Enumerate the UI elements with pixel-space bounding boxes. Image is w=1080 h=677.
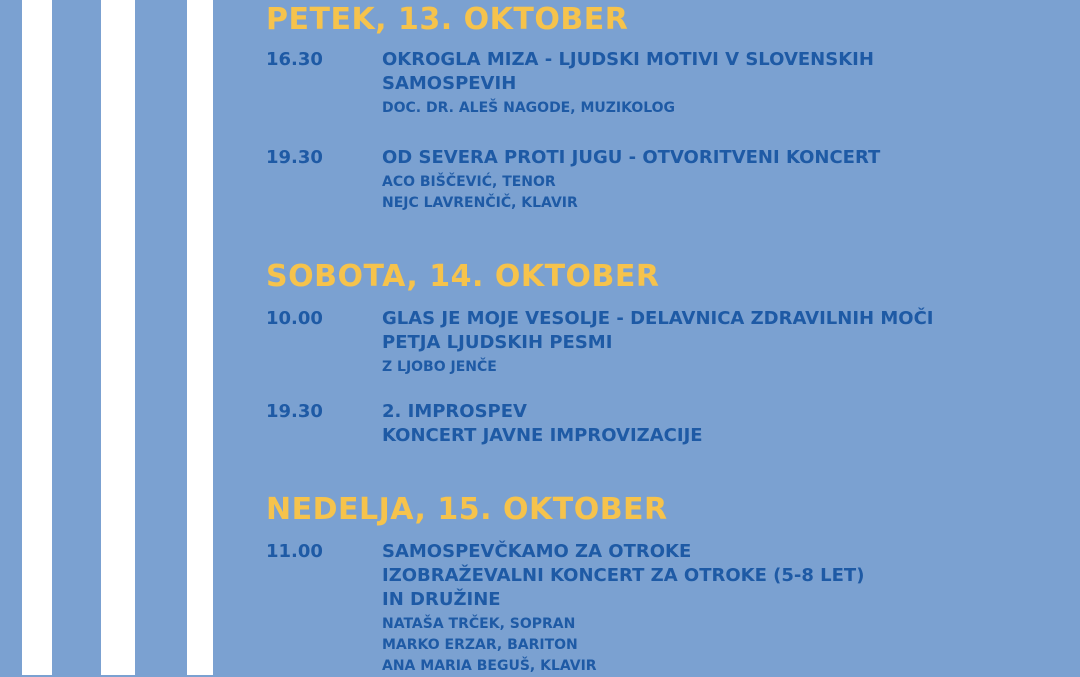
performer: MARKO ERZAR, BARITON: [382, 637, 578, 653]
performer-list: [382, 357, 1032, 378]
event-title-line: GLAS JE MOJE VESOLJE - DELAVNICA ZDRAVILNIH MOČI: [382, 308, 934, 329]
event-time: 19.30: [266, 401, 323, 422]
event-title-line: PETJA LJUDSKIH PESMI: [382, 332, 613, 353]
event-body: [382, 540, 1032, 677]
performer: NATAŠA TRČEK, SOPRAN: [382, 616, 576, 632]
performer: DOC. DR. ALEŠ NAGODE, MUZIKOLOG: [382, 100, 676, 116]
performer: Z LJOBO JENČE: [382, 359, 497, 375]
performer: ANA MARIA BEGUŠ, KLAVIR: [382, 658, 597, 674]
event-time: 11.00: [266, 541, 323, 562]
event-body: [382, 307, 1032, 378]
day-heading-saturday: SOBOTA, 14. OKTOBER: [266, 259, 660, 294]
event-title-line: OKROGLA MIZA - LJUDSKI MOTIVI V SLOVENSKIH: [382, 49, 874, 70]
event-body: [382, 48, 1032, 119]
event-body: [382, 146, 1032, 214]
event-title-line: 2. IMPROSPEV: [382, 401, 527, 422]
event-title-line: SAMOSPEVČKAMO ZA OTROKE: [382, 541, 692, 562]
day-heading-sunday: NEDELJA, 15. OKTOBER: [266, 492, 668, 527]
performer-list: [382, 172, 1032, 214]
performer: ACO BIŠČEVIĆ, TENOR: [382, 174, 556, 190]
event-time: 19.30: [266, 147, 323, 168]
performer: NEJC LAVRENČIČ, KLAVIR: [382, 195, 578, 211]
event-time: 10.00: [266, 308, 323, 329]
performer-list: [382, 98, 1032, 119]
event-time: 16.30: [266, 49, 323, 70]
event-title-line: SAMOSPEVIH: [382, 73, 517, 94]
event-title-line: IN DRUŽINE: [382, 589, 501, 610]
event-title-line: IZOBRAŽEVALNI KONCERT ZA OTROKE (5-8 LET): [382, 565, 865, 586]
event-title-line: KONCERT JAVNE IMPROVIZACIJE: [382, 425, 703, 446]
day-heading-friday: PETEK, 13. OKTOBER: [266, 2, 629, 37]
performer-list: [382, 614, 1032, 677]
event-body: [382, 400, 1032, 448]
event-title-line: OD SEVERA PROTI JUGU - OTVORITVENI KONCERT: [382, 147, 881, 168]
